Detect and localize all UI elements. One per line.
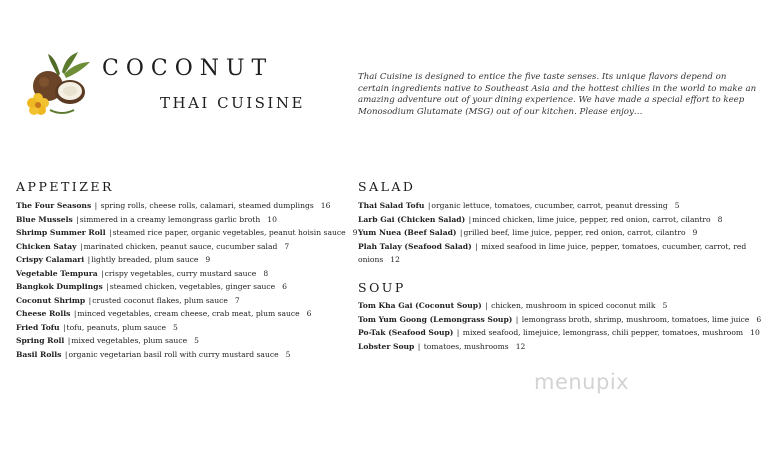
item-name: Chicken Satay	[16, 241, 77, 251]
intro-text: Thai Cuisine is designed to entice the five taste senses. Its unique flavors depend on certain ingredients native to Southeast Asia and the hottest chilies in the world to make an amazing adventure out of your dining experience. We have made a special effort to keep Monosodium Glutamate (MSG) out of our kitchen. Please enjoy…	[358, 72, 757, 117]
item-price: 10	[750, 328, 760, 337]
item-name: Crispy Calamari	[16, 255, 85, 264]
item-name: Basil Rolls	[16, 349, 62, 359]
item-price: 6	[282, 282, 288, 291]
item-name: Blue Mussels	[16, 214, 73, 224]
salad-list	[358, 199, 758, 267]
item-desc: simmered in a creamy lemongrass garlic broth	[79, 214, 261, 224]
item-name: Vegetable Tempura	[16, 268, 98, 278]
item-desc: organic vegetarian basil roll with curry mustard sauce	[68, 349, 279, 359]
item-desc: lemongrass broth, shrimp, mushroom, tomatoes, lime juice	[521, 314, 750, 324]
menu-item: Fried Tofu |tofu, peanuts, plum sauce 5	[16, 322, 178, 332]
item-desc: chicken, mushroom in spiced coconut milk	[491, 301, 656, 310]
menu-item: Larb Gai (Chicken Salad) |minced chicken, lime juice, pepper, red onion, carrot, cilantro 8	[358, 214, 723, 224]
menu-item: Basil Rolls |organic vegetarian basil roll with curry mustard sauce 5	[16, 349, 291, 359]
item-desc: tofu, peanuts, plum sauce	[66, 322, 166, 332]
item-desc: crispy vegetables, curry mustard sauce	[104, 268, 257, 278]
item-name: Fried Tofu	[16, 322, 60, 332]
item-name: Tom Kha Gai (Coconut Soup)	[358, 301, 482, 310]
item-desc: lightly breaded, plum sauce	[91, 255, 199, 264]
item-price: 9	[205, 255, 211, 264]
salad-heading: SALAD	[358, 179, 416, 194]
item-price: 9	[352, 228, 358, 237]
item-price: 5	[285, 349, 291, 359]
menu-item: Tom Kha Gai (Coconut Soup) | chicken, mushroom in spiced coconut milk 5	[358, 301, 668, 310]
item-price: 5	[662, 301, 668, 310]
item-desc: mixed seafood in lime juice, pepper, tomatoes, cucumber, carrot, red onions	[358, 241, 747, 264]
item-price: 7	[234, 295, 240, 305]
menu-item: Tom Yum Goong (Lemongrass Soup) | lemongrass broth, shrimp, mushroom, tomatoes, lime juice 6	[358, 314, 762, 324]
item-name: Tom Yum Goong (Lemongrass Soup)	[358, 314, 513, 324]
brand-subtitle: THAI CUISINE	[160, 94, 305, 112]
item-name: Lobster Soup	[358, 341, 415, 351]
item-price: 5	[674, 201, 680, 210]
menu-item: Cheese Rolls |minced vegetables, cream cheese, crab meat, plum sauce 6	[16, 309, 312, 318]
menu-item: Po-Tak (Seafood Soup) | mixed seafood, limejuice, lemongrass, chili pepper, tomatoes, mushroom 10	[358, 328, 760, 337]
item-name: Spring Roll	[16, 336, 65, 345]
item-name: Po-Tak (Seafood Soup)	[358, 328, 454, 337]
menu-item: Crispy Calamari |lightly breaded, plum sauce 9	[16, 255, 211, 264]
soup-list	[358, 299, 761, 353]
menu-item: Bangkok Dumplings |steamed chicken, vegetables, ginger sauce 6	[16, 282, 288, 291]
item-name: Shrimp Summer Roll	[16, 228, 106, 237]
item-name: Thai Salad Tofu	[358, 201, 425, 210]
item-name: Plah Talay (Seafood Salad)	[358, 241, 472, 251]
menu-item: Plah Talay (Seafood Salad) | mixed seafood in lime juice, pepper, tomatoes, cucumber, carrot, red onions 12	[358, 241, 747, 264]
item-price: 12	[390, 255, 400, 264]
item-price: 6	[756, 314, 762, 324]
menu-item: Shrimp Summer Roll |steamed rice paper, organic vegetables, peanut hoisin sauce 9	[16, 228, 358, 237]
item-price: 8	[717, 214, 723, 224]
item-price: 5	[194, 336, 199, 345]
item-desc: organic lettuce, tomatoes, cucumber, carrot, peanut dressing	[431, 201, 668, 210]
appetizer-list	[16, 199, 357, 361]
item-desc: mixed seafood, limejuice, lemongrass, chili pepper, tomatoes, mushroom	[462, 328, 744, 337]
menu-item: Blue Mussels |simmered in a creamy lemongrass garlic broth 10	[16, 214, 277, 224]
menu-item: Thai Salad Tofu |organic lettuce, tomatoes, cucumber, carrot, peanut dressing 5	[358, 201, 680, 210]
item-name: Bangkok Dumplings	[16, 282, 103, 291]
item-desc: crusted coconut flakes, plum sauce	[92, 295, 228, 305]
menu-item: Lobster Soup | tomatoes, mushrooms 12	[358, 341, 526, 351]
item-name: Cheese Rolls	[16, 309, 71, 318]
coconut-flower-icon	[22, 52, 92, 124]
soup-heading: SOUP	[358, 280, 406, 295]
item-desc: minced chicken, lime juice, pepper, red onion, carrot, cilantro	[472, 214, 711, 224]
menu-item: Coconut Shrimp |crusted coconut flakes, plum sauce 7	[16, 295, 240, 305]
item-price: 16	[320, 201, 331, 210]
menu-item: Chicken Satay |marinated chicken, peanut sauce, cucumber salad 7	[16, 241, 290, 251]
item-price: 7	[284, 241, 290, 251]
item-desc: steamed rice paper, organic vegetables, peanut hoisin sauce	[112, 228, 346, 237]
item-desc: mixed vegetables, plum sauce	[71, 336, 188, 345]
item-name: Larb Gai (Chicken Salad)	[358, 214, 466, 224]
item-desc: grilled beef, lime juice, pepper, red onion, carrot, cilantro	[463, 228, 686, 237]
item-name: Yum Nuea (Beef Salad)	[358, 228, 457, 237]
item-desc: spring rolls, cheese rolls, calamari, steamed dumplings	[100, 201, 314, 210]
appetizer-heading: APPETIZER	[16, 179, 114, 194]
menu-item: Yum Nuea (Beef Salad) |grilled beef, lime juice, pepper, red onion, carrot, cilantro 9	[358, 228, 698, 237]
item-price: 9	[692, 228, 698, 237]
item-name: Coconut Shrimp	[16, 295, 86, 305]
item-desc: marinated chicken, peanut sauce, cucumber salad	[83, 241, 278, 251]
item-price: 12	[515, 341, 526, 351]
item-desc: steamed chicken, vegetables, ginger sauce	[109, 282, 276, 291]
item-price: 6	[306, 309, 312, 318]
watermark-logo: menupix	[534, 370, 630, 394]
brand-title: COCONUT	[102, 56, 274, 81]
item-price: 5	[173, 322, 178, 332]
item-desc: tomatoes, mushrooms	[423, 341, 509, 351]
item-desc: minced vegetables, cream cheese, crab meat, plum sauce	[77, 309, 300, 318]
menu-item: Spring Roll |mixed vegetables, plum sauce 5	[16, 336, 199, 345]
menu-item: Vegetable Tempura |crispy vegetables, curry mustard sauce 8	[16, 268, 269, 278]
item-name: The Four Seasons	[16, 201, 92, 210]
item-price: 8	[263, 268, 269, 278]
item-price: 10	[267, 214, 277, 224]
menu-item: The Four Seasons | spring rolls, cheese rolls, calamari, steamed dumplings 16	[16, 201, 331, 210]
